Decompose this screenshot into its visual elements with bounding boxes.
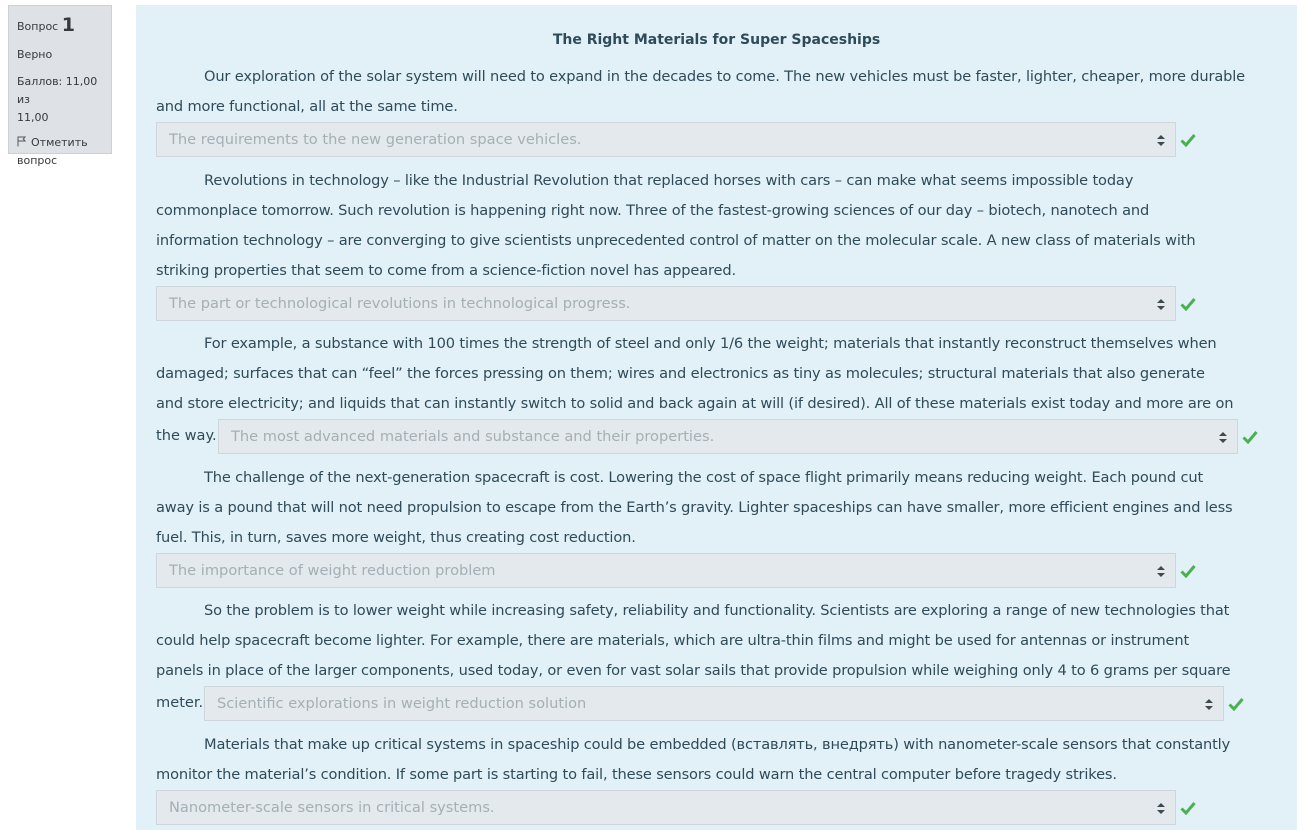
paragraph-6 [156, 730, 1281, 790]
select-arrows-icon [1219, 432, 1227, 443]
paragraph-line: information technology – are converging to give scientists unprecedented control of matter on the molecular scale. A new class of materials with [156, 232, 1196, 249]
paragraph-line: Revolutions in technology – like the Industrial Revolution that replaced horses with cars – can make what seems impossible today [204, 172, 1134, 189]
paragraph-line: away is a pound that will not need propulsion to escape from the Earth’s gravity. Lighter spaceships can have smaller, more efficient engines and less [156, 499, 1233, 516]
paragraph-line: commonplace tomorrow. Such revolution is happening right now. Three of the fastest-growing sciences of our day – biotech, nanotech and [156, 202, 1150, 219]
flag-label-2: вопрос [17, 154, 58, 167]
select-arrows-icon [1157, 566, 1165, 577]
paragraph-line: and store electricity; and liquids that can instantly switch to solid and back again at will (if desired). All of these materials exist today and more are on [156, 395, 1234, 412]
paragraph-line: So the problem is to lower weight while increasing safety, reliability and functionality. Scientists are exploring a range of new technologies that [204, 602, 1230, 619]
correct-check-icon [1242, 430, 1258, 444]
text-title: The Right Materials for Super Spaceships [552, 32, 881, 48]
question-state: Верно [17, 48, 53, 61]
paragraph-line: Our exploration of the solar system will need to expand in the decades to come. The new vehicles must be faster, lighter, cheaper, more durable [204, 68, 1246, 85]
question-info [8, 5, 112, 167]
grade-line-1: Баллов: 11,00 из [17, 75, 98, 106]
heading-select-4[interactable] [156, 553, 1176, 588]
select-value: Scientific explorations in weight reduction solution [217, 695, 587, 712]
correct-check-icon [1228, 697, 1244, 711]
select-arrows-icon [1157, 135, 1165, 146]
paragraph-line: For example, a substance with 100 times the strength of steel and only 1/6 the weight; materials that instantly reconstruct themselves when [204, 335, 1217, 352]
heading-select-1[interactable] [156, 122, 1176, 157]
heading-select-2[interactable] [156, 286, 1176, 321]
paragraph-line: The challenge of the next-generation spacecraft is cost. Lowering the cost of space flight primarily means reducing weight. Each pound cut [204, 469, 1204, 486]
paragraph-line: damaged; surfaces that can “feel” the forces pressing on them; wires and electronics as tiny as molecules; structural materials that also generate [156, 365, 1205, 382]
grade-line-2: 11,00 [17, 111, 49, 124]
paragraph-line: and more functional, all at the same time. [156, 98, 458, 115]
paragraph-5 [156, 596, 1281, 686]
flag-icon [17, 136, 27, 147]
paragraph-line: monitor the material’s condition. If some part is starting to fail, these sensors could warn the central computer before tragedy strikes. [156, 766, 1117, 783]
question-content [136, 5, 1297, 830]
question-grade [17, 73, 103, 127]
correct-check-icon [1180, 297, 1196, 311]
heading-select-5[interactable] [204, 686, 1224, 721]
select-value: The most advanced materials and substance and their properties. [231, 428, 715, 445]
select-value: Nanometer-scale sensors in critical systems. [169, 799, 495, 816]
paragraph-line: fuel. This, in turn, saves more weight, thus creating cost reduction. [156, 529, 636, 546]
question-label: Вопрос [17, 20, 59, 33]
correct-check-icon [1180, 801, 1196, 815]
paragraph-line: striking properties that seem to come from a science-fiction novel has appeared. [156, 262, 736, 279]
paragraph-1 [156, 62, 1281, 122]
question-number [17, 14, 103, 36]
paragraph-line: Materials that make up critical systems in spaceship could be embedded (вставлять, внедрять) with nanometer-scale sensors that constantly [204, 736, 1231, 753]
heading-select-3[interactable] [218, 419, 1238, 454]
select-arrows-icon [1205, 699, 1213, 710]
select-arrows-icon [1157, 299, 1165, 310]
paragraph-4 [156, 463, 1281, 553]
heading-select-6[interactable] [156, 790, 1176, 825]
paragraph-line: could help spacecraft become lighter. For example, there are materials, which are ultra-thin films and might be used for antennas or instrument [156, 632, 1190, 649]
flag-label-1: Отметить [31, 136, 88, 149]
paragraph-2 [156, 166, 1281, 286]
select-value: The part or technological revolutions in technological progress. [169, 295, 631, 312]
paragraph-line: panels in place of the larger components, used today, or even for vast solar sails that provide propulsion while weighing only 4 to 6 grams per square [156, 662, 1231, 679]
inline-prefix-3: the way. [156, 427, 217, 444]
select-arrows-icon [1157, 803, 1165, 814]
select-value: The importance of weight reduction problem [169, 562, 496, 579]
question-number-value: 1 [61, 14, 75, 36]
correct-check-icon [1180, 133, 1196, 147]
flag-question-button[interactable] [17, 134, 103, 170]
correct-check-icon [1180, 564, 1196, 578]
inline-prefix-5: meter. [156, 694, 204, 711]
paragraph-3 [156, 329, 1281, 419]
select-value: The requirements to the new generation space vehicles. [169, 131, 582, 148]
